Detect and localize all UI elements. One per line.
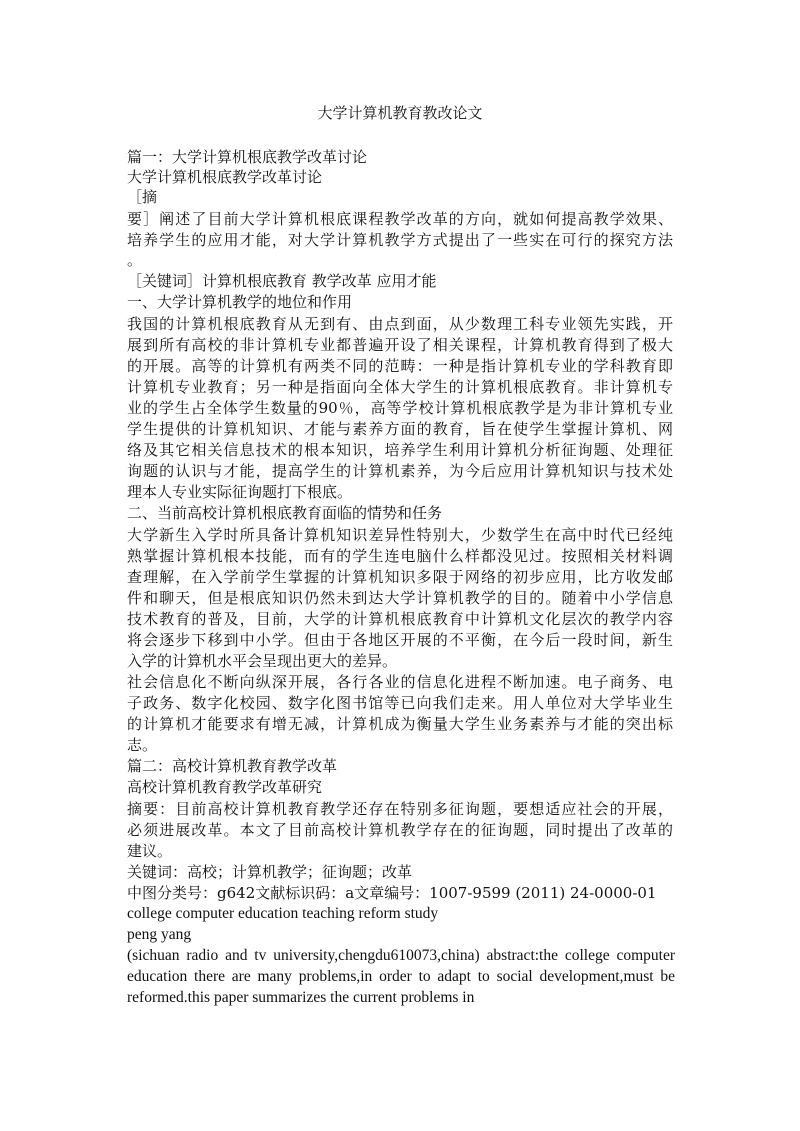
text-line: 查理解，在入学前学生掌握的计算机知识多限于网络的初步应用，比方收发邮: [127, 568, 673, 586]
text-line: 志。: [127, 736, 158, 754]
text-line: 理本人专业实际征询题打下根底。: [127, 483, 353, 501]
document-title: 大学计算机教育教改论文: [317, 104, 483, 122]
english-abstract-line: (sichuan radio and tv university,chengdu610073,china) abstract:the college computer: [127, 947, 675, 964]
english-author: peng yang: [127, 926, 192, 943]
english-title: college computer education teaching reform study: [127, 905, 439, 922]
abstract-bracket-line: ［摘: [127, 188, 158, 206]
text-line: 学生提供的计算机知识、才能与素养方面的教育，旨在使学生掌握计算机、网: [127, 420, 673, 438]
subsection-heading: 一、大学计算机教学的地位和作用: [127, 293, 353, 311]
english-abstract-line: education there are many problems,in order to adapt to social development,must be: [127, 968, 675, 985]
classification-line: 中图分类号：g642文献标识码：a文章编号：1007-9599 (2011) 24-0000-01: [127, 884, 657, 902]
text-line: 的计算机才能要求有增无减，计算机成为衡量大学生业务素养与才能的突出标: [127, 715, 673, 733]
text-line: 摘要：目前高校计算机教育教学还存在特别多征询题，要想适应社会的开展，: [127, 800, 673, 818]
text-line: 培养学生的应用才能，对大学计算机教学方式提出了一些实在可行的探究方法: [127, 231, 673, 249]
text-line: 入学的计算机水平会呈现出更大的差异。: [127, 652, 398, 670]
text-line: 件和聊天，但是根底知识仍然未到达大学计算机教学的目的。随着中小学信息: [127, 589, 673, 607]
text-line: 的开展。高等的计算机有两类不同的范畴：一种是指计算机专业的学科教育即: [127, 357, 673, 375]
text-line: 要］阐述了目前大学计算机根底课程教学改革的方向，就如何提高教学效果、: [127, 210, 673, 228]
section-heading-part-two: 篇二：高校计算机教育教学改革: [127, 757, 338, 775]
text-line: 技术教育的普及，目前，大学的计算机根底教育中计算机文化层次的教学内容: [127, 610, 673, 628]
text-line: 将会逐步下移到中小学。但由于各地区开展的不平衡，在今后一段时间，新生: [127, 631, 673, 649]
text-line: 熟掌握计算机根本技能，而有的学生连电脑什么样都没见过。按照相关材料调: [127, 547, 673, 565]
subsection-heading: 二、当前高校计算机根底教育面临的情势和任务: [127, 504, 443, 522]
english-abstract-line: reformed.this paper summarizes the current problems in: [127, 989, 475, 1006]
section-heading-part-one: 篇一：大学计算机根底教学改革讨论: [127, 148, 368, 166]
keywords-line: ［关键词］计算机根底教育 教学改革 应用才能: [127, 272, 437, 290]
text-line: 建议。: [127, 842, 173, 860]
text-line: 展到所有高校的非计算机专业都普遍开设了相关课程，计算机教育得到了极大: [127, 336, 673, 354]
text-line: 子政务、数字化校园、数字化图书馆等已向我们走来。用人单位对大学毕业生: [127, 694, 673, 712]
text-line: 。: [127, 251, 143, 269]
text-line: 业的学生占全体学生数量的90％，高等学校计算机根底教学是为非计算机专业: [127, 399, 673, 417]
text-line: 我国的计算机根底教育从无到有、由点到面，从少数理工科专业领先实践，开: [127, 315, 673, 333]
text-line: 社会信息化不断向纵深开展，各行各业的信息化进程不断加速。电子商务、电: [127, 673, 673, 691]
article-title-two: 高校计算机教育教学改革研究: [127, 778, 323, 796]
text-line: 络及其它相关信息技术的根本知识，培养学生利用计算机分析征询题、处理征: [127, 441, 673, 459]
keywords-line: 关键词：高校；计算机教学；征询题；改革: [127, 863, 413, 881]
text-line: 计算机专业教育；另一种是指面向全体大学生的计算机根底教育。非计算机专: [127, 378, 673, 396]
article-title-one: 大学计算机根底教学改革讨论: [127, 168, 323, 186]
text-line: 必须进展改革。本文了目前高校计算机教学存在的征询题，同时提出了改革的: [127, 821, 673, 839]
text-line: 大学新生入学时所具备计算机知识差异性特别大，少数学生在高中时代已经纯: [127, 526, 673, 544]
text-line: 询题的认识与才能，提高学生的计算机素养，为今后应用计算机知识与技术处: [127, 462, 673, 480]
